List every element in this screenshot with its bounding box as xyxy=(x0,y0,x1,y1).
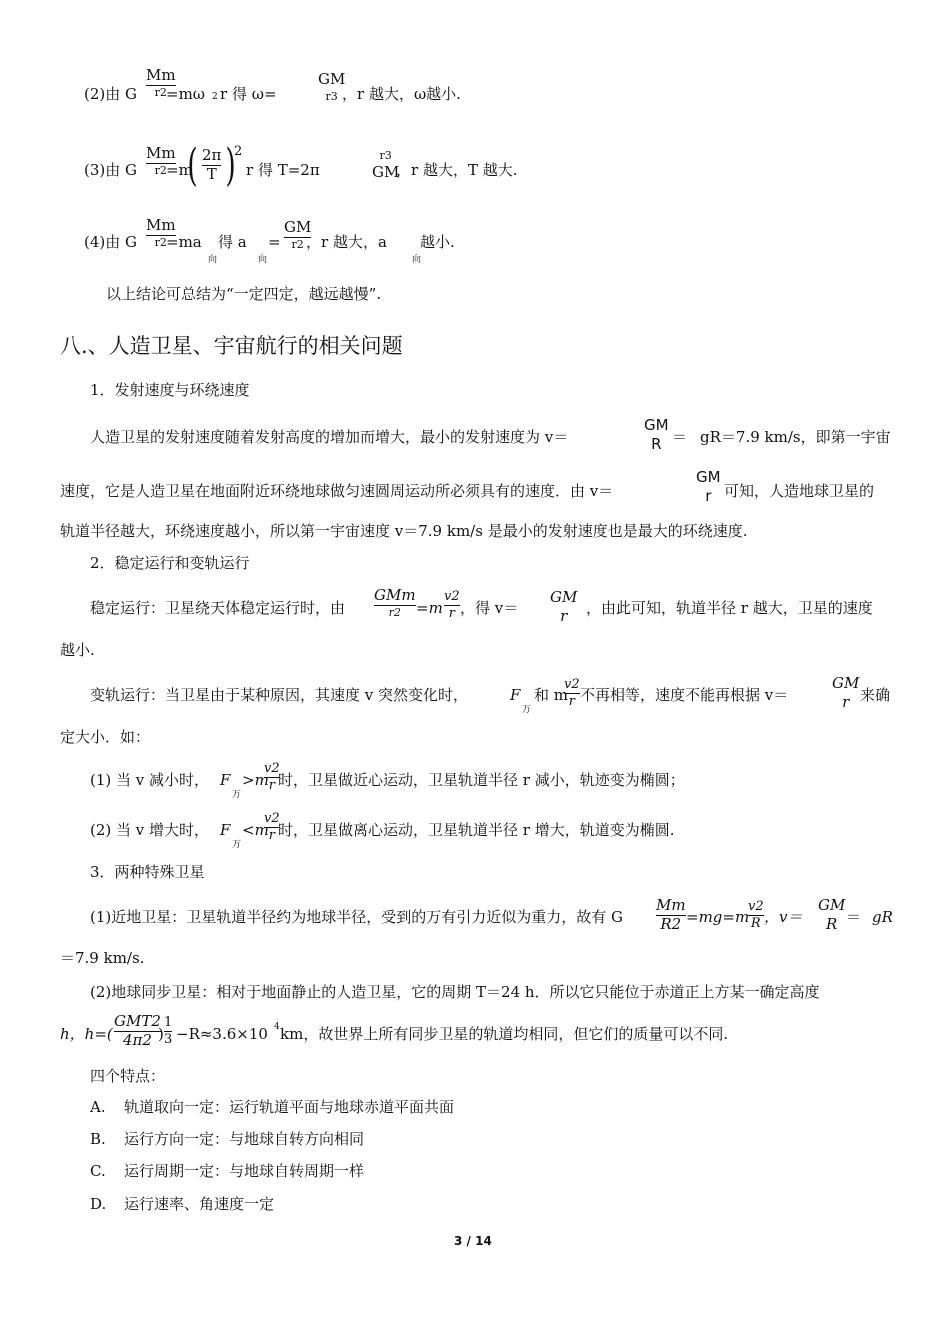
text: >m xyxy=(242,771,269,789)
numerator: v2 xyxy=(444,589,460,604)
list-text: 运行周期一定：与地球自转周期一样 xyxy=(124,1162,365,1180)
text: 轨道半径越大，环绕速度越小，所以第一宇宙速度 v＝7.9 km/s 是最小的发射速度也是最大的环绕速度. xyxy=(60,522,748,540)
text: −R≈3.6×10 xyxy=(176,1025,268,1043)
text: ) xyxy=(158,1025,164,1043)
numerator: GM xyxy=(644,416,669,434)
fraction xyxy=(114,1014,161,1048)
text: (1)近地卫星：卫星轨道半径约为地球半径，受到的万有引力近似为重力，故有 G xyxy=(90,908,624,926)
numerator: v2 xyxy=(564,677,580,692)
text: ，r 越大，a xyxy=(306,233,387,251)
numerator: Mm xyxy=(146,144,176,162)
subsection-title: 2．稳定运行和变轨运行 xyxy=(90,554,250,572)
denominator: R xyxy=(750,916,761,931)
text: =mω xyxy=(166,85,206,103)
text: F xyxy=(510,686,521,704)
denominator: r xyxy=(842,693,850,711)
text: 和 m xyxy=(534,686,568,704)
text: 稳定运行：卫星绕天体稳定运行时，由 xyxy=(90,599,346,617)
text: 时，卫星做近心运动，卫星轨道半径 r 减小，轨迹变为椭圆； xyxy=(278,771,685,789)
denominator: r xyxy=(560,607,568,625)
subscript: 万 xyxy=(232,840,242,850)
denominator: 4π2 xyxy=(122,1031,152,1049)
text: =mg=m xyxy=(686,908,750,926)
subscript: 向 xyxy=(258,255,268,265)
text: 可知，人造地球卫星的 xyxy=(724,482,875,500)
text: ，v＝ xyxy=(764,908,803,926)
fraction xyxy=(656,898,686,932)
text: 得 a xyxy=(218,233,247,251)
numerator: Mm xyxy=(656,896,686,914)
sqrt-fraction xyxy=(696,470,721,504)
denominator: r2 xyxy=(388,606,401,619)
denominator: r2 xyxy=(291,238,304,251)
numerator: 2π xyxy=(202,146,222,164)
text: r 得 T=2π xyxy=(246,161,320,179)
list-key: A. xyxy=(90,1098,106,1116)
numerator: GM xyxy=(832,674,860,692)
text: <m xyxy=(242,821,269,839)
numerator: v2 xyxy=(748,899,764,914)
subscript: 万 xyxy=(522,705,532,715)
text: gR xyxy=(872,908,893,926)
text: F xyxy=(220,821,231,839)
denominator: r xyxy=(268,828,275,843)
text: (3)由 G xyxy=(84,161,137,179)
text: 变轨运行：当卫星由于某种原因，其速度 v 突然变化时， xyxy=(90,686,469,704)
text: r 得 ω= xyxy=(220,85,277,103)
text: 定大小．如： xyxy=(60,728,151,746)
sqrt-fraction xyxy=(818,898,845,932)
text: 速度，它是人造卫星在地面附近环绕地球做匀速圆周运动所必须具有的速度．由 v＝ xyxy=(60,482,614,500)
denominator: r xyxy=(448,606,455,621)
denominator: r2 xyxy=(154,236,167,249)
text: = xyxy=(268,233,281,251)
denominator: R xyxy=(826,915,838,933)
list-text: 轨道取向一定：运行轨道平面与地球赤道平面共面 xyxy=(124,1098,455,1116)
list-key: C. xyxy=(90,1162,106,1180)
numerator: v2 xyxy=(264,761,280,776)
text: gR＝7.9 km/s，即第一宇宙 xyxy=(700,428,891,446)
text: ＝7.9 km/s. xyxy=(60,949,145,967)
text: ，得 v＝ xyxy=(460,599,519,617)
text: ，r 越大，ω越小. xyxy=(342,85,461,103)
right-paren: ) xyxy=(225,140,236,191)
text: (2) 当 v 增大时， xyxy=(90,821,210,839)
text: 来确 xyxy=(860,686,891,704)
section-heading: 八.、人造卫星、宇宙航行的相关问题 xyxy=(60,334,403,358)
denominator: R2 xyxy=(660,915,682,933)
list-key: D. xyxy=(90,1195,107,1213)
denominator: r xyxy=(268,778,275,793)
text: (4)由 G xyxy=(84,233,137,251)
text: (2)地球同步卫星：相对于地面静止的人造卫星，它的周期 T＝24 h．所以它只能位于赤道正上方某一确定高度 xyxy=(90,983,820,1001)
numerator: Mm xyxy=(146,216,176,234)
denominator: r2 xyxy=(154,164,167,177)
superscript: 2 xyxy=(234,144,243,159)
list-key: B. xyxy=(90,1130,106,1148)
text: 不再相等，速度不能再根据 v＝ xyxy=(580,686,789,704)
fraction xyxy=(164,1016,172,1046)
text: =m xyxy=(416,599,443,617)
fraction xyxy=(374,588,416,618)
text: 越小. xyxy=(420,233,455,251)
superscript: 4 xyxy=(274,1022,280,1032)
denominator: T xyxy=(206,165,217,183)
text: km，故世界上所有同步卫星的轨道均相同，但它们的质量可以不同. xyxy=(280,1025,729,1043)
summary-text: 以上结论可总结为“一定四定，越远越慢”. xyxy=(106,285,382,303)
text: ＝ xyxy=(846,908,862,926)
numerator: GMm xyxy=(374,586,416,604)
text: ，由此可知，轨道半径 r 越大，卫星的速度 xyxy=(586,599,873,617)
numerator: GM xyxy=(696,468,721,486)
numerator: GM xyxy=(818,896,846,914)
text: F xyxy=(220,771,231,789)
fraction xyxy=(748,900,764,930)
numerator: GM xyxy=(284,218,312,236)
denominator: R xyxy=(651,435,662,453)
subsection-title: 1．发射速度与环绕速度 xyxy=(90,381,250,399)
fraction xyxy=(564,678,580,708)
sqrt-fraction xyxy=(832,676,859,710)
text: =ma xyxy=(166,233,202,251)
text: (2)由 G xyxy=(84,85,137,103)
text: h，h=( xyxy=(60,1025,113,1043)
text: ，r 越大，T 越大. xyxy=(396,161,518,179)
numerator: r3 xyxy=(379,149,392,162)
fraction xyxy=(202,148,221,182)
subscript: 2 xyxy=(212,92,218,102)
page-number: 3 / 14 xyxy=(454,1234,492,1248)
text: 人造卫星的发射速度随着发射高度的增加而增大，最小的发射速度为 v＝ xyxy=(90,428,569,446)
numerator: Mm xyxy=(146,66,176,84)
denominator: GM xyxy=(372,163,400,181)
fraction xyxy=(444,590,460,620)
numerator: GM xyxy=(318,70,346,88)
text: ＝ xyxy=(672,428,688,446)
subscript: 向 xyxy=(208,255,218,265)
denominator: r3 xyxy=(325,90,338,103)
text: (1) 当 v 减小时， xyxy=(90,771,210,789)
numerator: 1 xyxy=(164,1015,173,1030)
numerator: v2 xyxy=(264,811,280,826)
features-title: 四个特点： xyxy=(90,1067,166,1085)
subscript: 万 xyxy=(232,790,242,800)
denominator: r xyxy=(705,487,712,505)
numerator: GM xyxy=(550,588,578,606)
denominator: r xyxy=(568,694,575,709)
subscript: 向 xyxy=(412,255,422,265)
denominator: r2 xyxy=(154,86,167,99)
list-text: 运行方向一定：与地球自转方向相同 xyxy=(124,1130,365,1148)
text: 时，卫星做离心运动，卫星轨道半径 r 增大，轨道变为椭圆. xyxy=(278,821,675,839)
sqrt-fraction xyxy=(644,418,669,452)
denominator: 3 xyxy=(164,1032,173,1047)
list-text: 运行速率、角速度一定 xyxy=(124,1195,275,1213)
left-paren: ( xyxy=(187,140,198,191)
subsection-title: 3．两种特殊卫星 xyxy=(90,863,205,881)
text: =m xyxy=(166,161,193,179)
sqrt-fraction xyxy=(550,590,577,624)
numerator: GMT2 xyxy=(114,1012,161,1030)
text: 越小. xyxy=(60,641,95,659)
